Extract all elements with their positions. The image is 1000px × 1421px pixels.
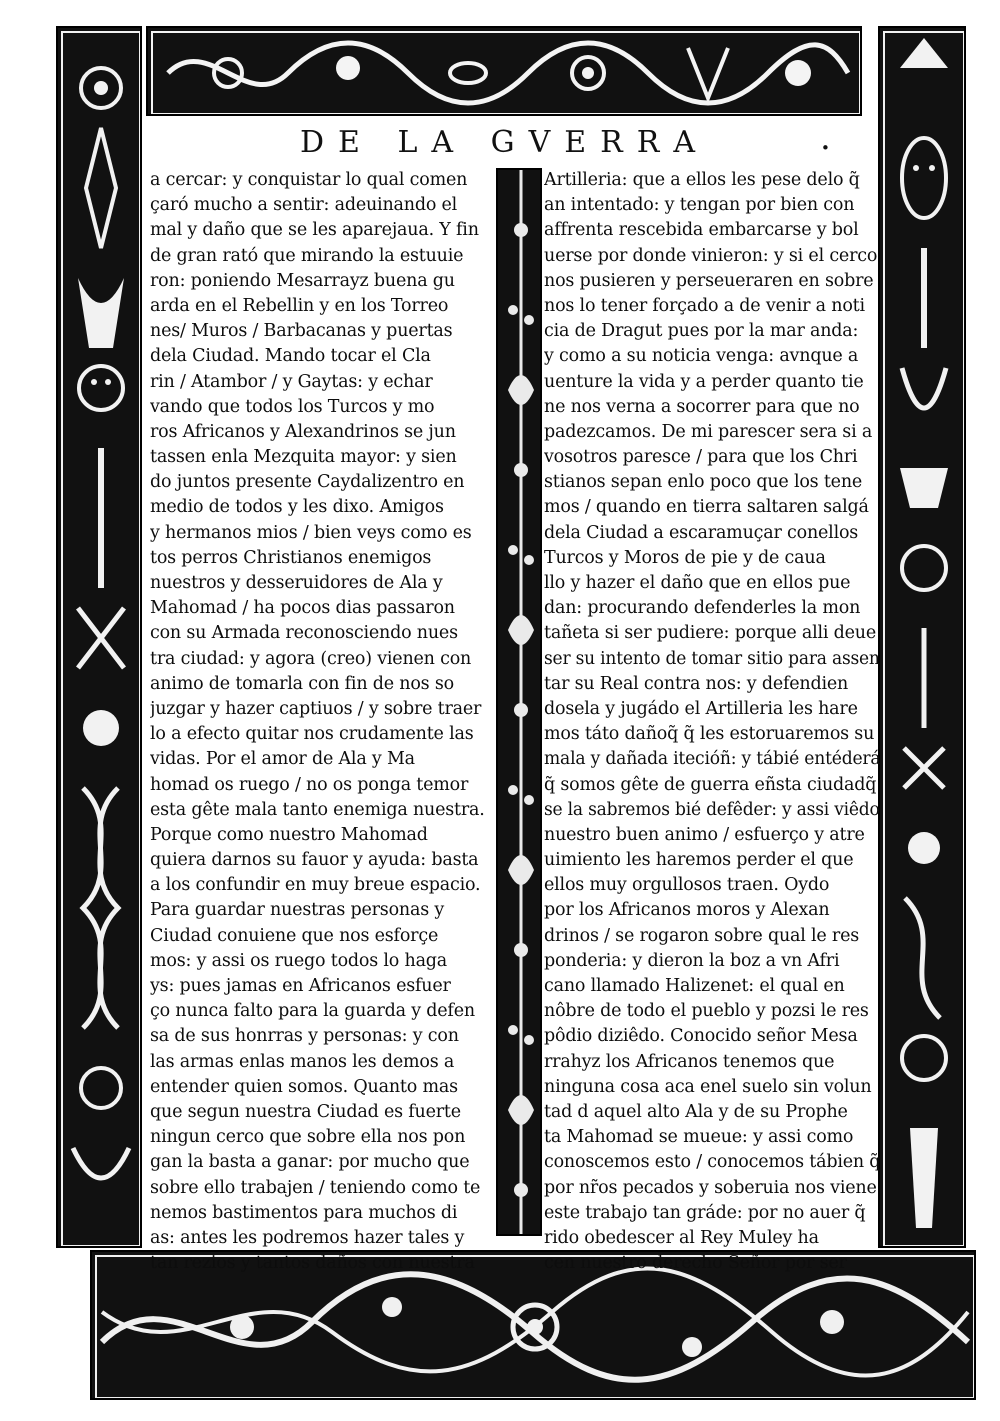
text-line: dela Ciudad. Mando tocar el Cla	[150, 346, 431, 367]
text-line: mos: y assi os ruego todos lo haga	[150, 950, 448, 971]
text-line: ço nunca falto para la guarda y defen	[150, 1001, 475, 1022]
center-ornament-art	[498, 170, 542, 1236]
left-ornament-art	[58, 28, 142, 1248]
text-line: ser su intento de tomar sitio para assen	[544, 648, 880, 669]
text-line: uimiento les haremos perder el que	[544, 850, 854, 871]
text-line: mal y daño que se les aparejaua. Y fin	[150, 220, 479, 241]
text-line: nemos bastimentos para muchos di	[150, 1202, 458, 1223]
text-line: nôbre de todo el pueblo y pozsi le res	[544, 1001, 869, 1022]
text-line: juzgar y hazer captiuos / y sobre traer	[150, 698, 482, 719]
text-line: stianos sepan enlo poco que los tene	[544, 472, 863, 493]
text-line: do juntos presente Caydalizentro en	[150, 472, 465, 493]
text-line: nuestros y desseruidores de Ala y	[150, 573, 443, 593]
text-line: Porque como nuestro Mahomad	[150, 824, 428, 845]
text-line: tassen enla Mezquita mayor: y sien	[150, 447, 457, 468]
text-line: drinos / se rogaron sobre qual le res	[544, 925, 860, 946]
right-ornament-art	[880, 28, 966, 1248]
text-line: cia de Dragut pues por la mar anda:	[544, 321, 859, 342]
text-line: uenture la vida y a perder quanto tie	[544, 371, 864, 392]
text-line: an intentado: y tengan por bien con	[544, 195, 855, 216]
text-line: tra ciudad: y agora (creo) vienen con	[150, 648, 472, 669]
text-line: ron: poniendo Mesarrayz buena gu	[150, 270, 455, 291]
text-line: medio de todos y les dixo. Amigos	[150, 497, 444, 518]
text-line: ta Mahomad se mueue: y assi como	[544, 1127, 854, 1148]
text-line: dosela y jugádo el Artilleria les hare	[544, 698, 858, 719]
text-line: mos táto dañoq̃ q̃ les estoruaremos su	[544, 724, 875, 745]
text-line: tañeta si ser pudiere: porque alli deue	[544, 623, 877, 644]
text-line: Turcos y Moros de pie y de caua	[544, 547, 826, 568]
text-line: lo a efecto quitar nos crudamente las	[150, 724, 474, 745]
text-line: mala y dañada itecióñ: y tábié entéderá	[544, 749, 881, 770]
text-line: nos pusieren y perseueraren en sobre	[544, 270, 874, 291]
text-line: homad os ruego / no os ponga temor	[150, 774, 469, 795]
text-line: de gran rató que mirando la estuuie	[150, 245, 464, 266]
text-line: rido obedescer al Rey Muley ha	[544, 1227, 819, 1248]
text-line: quiera darnos su fauor y ayuda: basta	[150, 850, 479, 871]
top-ornament-art	[148, 28, 862, 116]
text-line: ningun cerco que sobre ella nos pon	[150, 1127, 466, 1148]
text-line: tos perros Christianos enemigos	[150, 547, 432, 568]
text-line: pôdio diziêdo. Conocido señor Mesa	[544, 1026, 858, 1047]
text-line: con su Armada reconosciendo nues	[150, 623, 458, 644]
text-line: ne nos verna a socorrer para que no	[544, 396, 860, 417]
text-line: y como a su noticia venga: avnque a	[544, 346, 859, 367]
text-line: Artilleria: que a ellos les pese delo q̃	[544, 170, 860, 190]
text-line: vando que todos los Turcos y mo	[150, 396, 435, 417]
text-line: arda en el Rebellin y en los Torreo	[150, 295, 449, 316]
right-ornamental-border	[878, 26, 966, 1248]
text-line: que segun nuestra Ciudad es fuerte	[150, 1101, 461, 1122]
text-line: por los Africanos moros y Alexan	[544, 900, 830, 921]
text-line: llo y hazer el daño que en ellos pue	[544, 573, 851, 593]
text-line: vidas. Por el amor de Ala y Ma	[150, 749, 415, 770]
text-line: dan: procurando defenderles la mon	[544, 598, 861, 619]
running-head: DE LA GVERRA	[300, 125, 709, 160]
text-line: ponderia: y dieron la boz a vn Afri	[544, 950, 840, 971]
center-ornamental-border	[496, 168, 542, 1236]
text-line: ros Africanos y Alexandrinos se jun	[150, 421, 456, 442]
text-line: q̃ somos gête de guerra eñsta ciudadq̃	[544, 774, 877, 795]
text-line: sa de sus honrras y personas: y con	[150, 1026, 459, 1047]
text-line: ys: pues jamas en Africanos esfuer	[150, 976, 451, 996]
text-line: rrahyz los Africanos tenemos que	[544, 1051, 835, 1072]
text-line: rin / Atambor / y Gaytas: y echar	[150, 371, 433, 392]
text-line: ninguna cosa aca enel suelo sin volun	[544, 1076, 872, 1097]
text-line: este trabajo tan gráde: por no auer q̃	[544, 1202, 866, 1223]
left-ornamental-border	[56, 26, 142, 1248]
text-line: esta gête mala tanto enemiga nuestra.	[150, 799, 485, 820]
text-line: mos / quando en tierra saltaren salgá	[544, 497, 869, 518]
text-line: Ciudad conuiene que nos esforçe	[150, 925, 439, 946]
left-text-column	[150, 168, 490, 1274]
text-line: vosotros paresce / para que los Chri	[544, 447, 858, 468]
text-line: ellos muy orgullosos traen. Oydo	[544, 875, 830, 896]
right-text-column	[544, 168, 881, 1274]
text-line: tar su Real contra nos: y defendien	[544, 673, 849, 694]
page-mark: .	[820, 118, 831, 158]
text-line: nos lo tener forçado a de venir a noti	[544, 295, 865, 316]
text-line: nes/ Muros / Barbacanas y puertas	[150, 321, 453, 342]
text-line: nuestro buen animo / esfuerço y atre	[544, 824, 865, 845]
text-line: tan rezios y tantos daños con nuestra	[150, 1253, 475, 1274]
text-line: las armas enlas manos les demos a	[150, 1051, 455, 1072]
text-line: cano llamado Halizenet: el qual en	[544, 976, 845, 996]
text-line: sobre ello trabajen / teniendo como te	[150, 1177, 481, 1198]
top-ornamental-border	[146, 26, 862, 116]
text-line: dela Ciudad a escaramuçar conellos	[544, 522, 859, 543]
text-line: gan la basta a ganar: por mucho que	[150, 1152, 470, 1173]
text-line: çaró mucho a sentir: adeuinando el	[150, 195, 458, 216]
text-line: entender quien somos. Quanto mas	[150, 1076, 458, 1097]
text-line: conoscemos esto / conocemos tábien q̃	[544, 1152, 880, 1173]
text-line: y hermanos mios / bien veys como es	[150, 522, 472, 543]
text-line: affrenta rescebida embarcarse y bol	[544, 220, 859, 241]
text-line: animo de tomarla con fin de nos so	[150, 673, 454, 694]
text-line: a cercar: y conquistar lo qual comen	[150, 170, 468, 190]
text-line: cen nuestro derecho Señor por ser	[544, 1253, 847, 1274]
text-line: padezcamos. De mi parescer sera si a	[544, 421, 873, 442]
text-line: uerse por donde vinieron: y si el cerco	[544, 245, 878, 266]
text-line: Mahomad / ha pocos dias passaron	[150, 598, 455, 619]
text-line: por nr̃os pecados y soberuia nos viene	[544, 1177, 877, 1198]
text-line: as: antes les podremos hazer tales y	[150, 1227, 465, 1248]
text-line: se la sabremos bié defêder: y assi viêdo	[544, 799, 880, 820]
text-line: Para guardar nuestras personas y	[150, 900, 445, 921]
text-line: a los confundir en muy breue espacio.	[150, 875, 481, 896]
text-line: tad d aquel alto Ala y de su Prophe	[544, 1101, 848, 1122]
